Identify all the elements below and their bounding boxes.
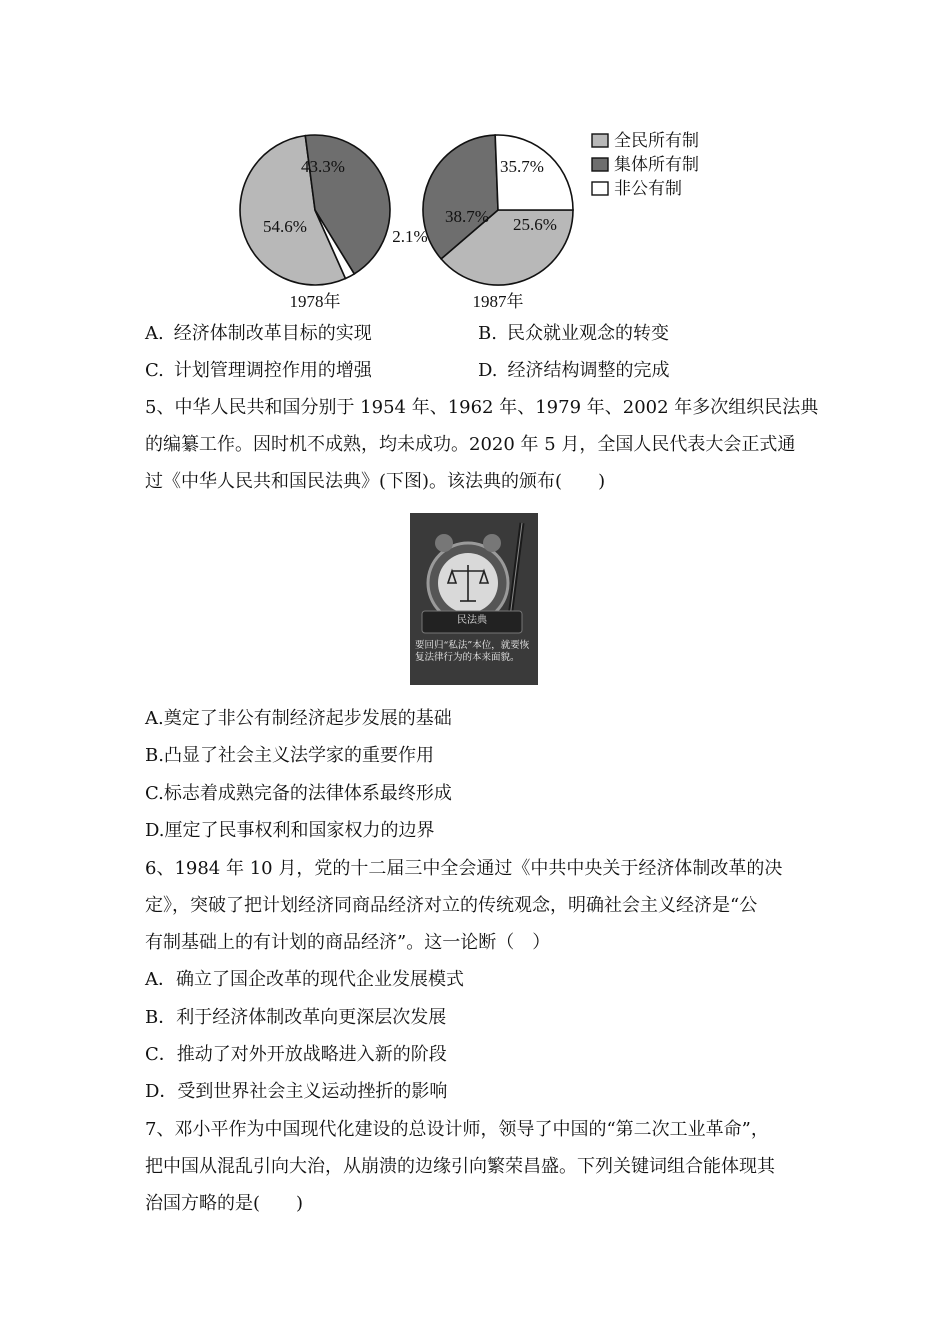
pie-data-label: 35.7%	[500, 157, 544, 176]
q5-stem-line: 的编纂工作。因时机不成熟，均未成功。2020 年 5 月，全国人民代表大会正式通	[145, 434, 796, 455]
legend-swatch	[592, 134, 608, 147]
option-key: A.	[145, 323, 164, 344]
q4-option-a[interactable]	[145, 322, 372, 346]
q5-option-a[interactable]: A.奠定了非公有制经济起步发展的基础	[145, 708, 452, 729]
q6-stem-line: 定》，突破了把计划经济同商品经济对立的传统观念，明确社会主义经济是“公	[145, 895, 758, 916]
pie-data-label: 2.1%	[392, 227, 428, 246]
legend-swatch	[592, 158, 608, 171]
civil-code-figure	[410, 513, 538, 685]
pie-caption: 1987年	[472, 292, 524, 310]
q5-option-d[interactable]: D.厘定了民事权利和国家权力的边界	[145, 820, 435, 841]
legend-label: 集体所有制	[614, 155, 699, 175]
q6-option-d[interactable]: D．受到世界社会主义运动挫折的影响	[145, 1081, 448, 1102]
q4-option-c[interactable]	[145, 359, 372, 383]
figure-caption: 要回归“私法”本位，就要恢复法律行为的本来面貌。	[415, 640, 530, 663]
legend-label: 全民所有制	[614, 131, 699, 151]
pie-data-label: 54.6%	[263, 217, 307, 236]
q4-option-b[interactable]	[478, 322, 669, 346]
q5-option-b[interactable]: B.凸显了社会主义法学家的重要作用	[145, 745, 434, 766]
pie-caption: 1978年	[289, 292, 341, 310]
q6-stem-line: 有制基础上的有计划的商品经济”。这一论断（ ）	[145, 932, 551, 953]
q7-stem-line: 7、邓小平作为中国现代化建设的总设计师，领导了中国的“第二次工业革命”，	[145, 1119, 769, 1140]
q4-option-d[interactable]	[478, 359, 670, 383]
option-key: B.	[478, 323, 497, 344]
q6-stem-line: 6、1984 年 10 月，党的十二届三中全会通过《中共中央关于经济体制改革的决	[145, 858, 783, 879]
option-key: C.	[145, 360, 164, 381]
q6-option-b[interactable]: B．利于经济体制改革向更深层次发展	[145, 1007, 447, 1028]
pie-data-label: 43.3%	[301, 157, 345, 176]
pie-data-label: 25.6%	[513, 215, 557, 234]
pie-data-label: 38.7%	[445, 207, 489, 226]
option-text: 民众就业观念的转变	[506, 323, 669, 344]
option-text: 经济体制改革目标的实现	[173, 323, 372, 344]
option-key: D.	[478, 360, 498, 381]
book-title: 民法典	[457, 615, 487, 626]
pie-chart-svg	[230, 120, 730, 310]
legend-swatch	[592, 182, 608, 195]
legend-label: 非公有制	[614, 179, 682, 199]
q5-stem-line: 过《中华人民共和国民法典》(下图)。该法典的颁布( )	[145, 471, 606, 492]
q7-stem-line: 把中国从混乱引向大治，从崩溃的边缘引向繁荣昌盛。下列关键词组合能体现其	[145, 1156, 775, 1177]
option-text: 经济结构调整的完成	[507, 360, 670, 381]
option-text: 计划管理调控作用的增强	[173, 360, 372, 381]
q7-stem-line: 治国方略的是( )	[145, 1193, 304, 1214]
q5-stem-line: 5、中华人民共和国分别于 1954 年、1962 年、1979 年、2002 年多次组织民法典	[145, 397, 819, 418]
q6-option-a[interactable]: A．确立了国企改革的现代企业发展模式	[145, 969, 464, 990]
q5-option-c[interactable]: C.标志着成熟完备的法律体系最终形成	[145, 783, 452, 804]
q6-option-c[interactable]: C．推动了对外开放战略进入新的阶段	[145, 1044, 447, 1065]
ownership-pie-charts	[230, 120, 730, 310]
